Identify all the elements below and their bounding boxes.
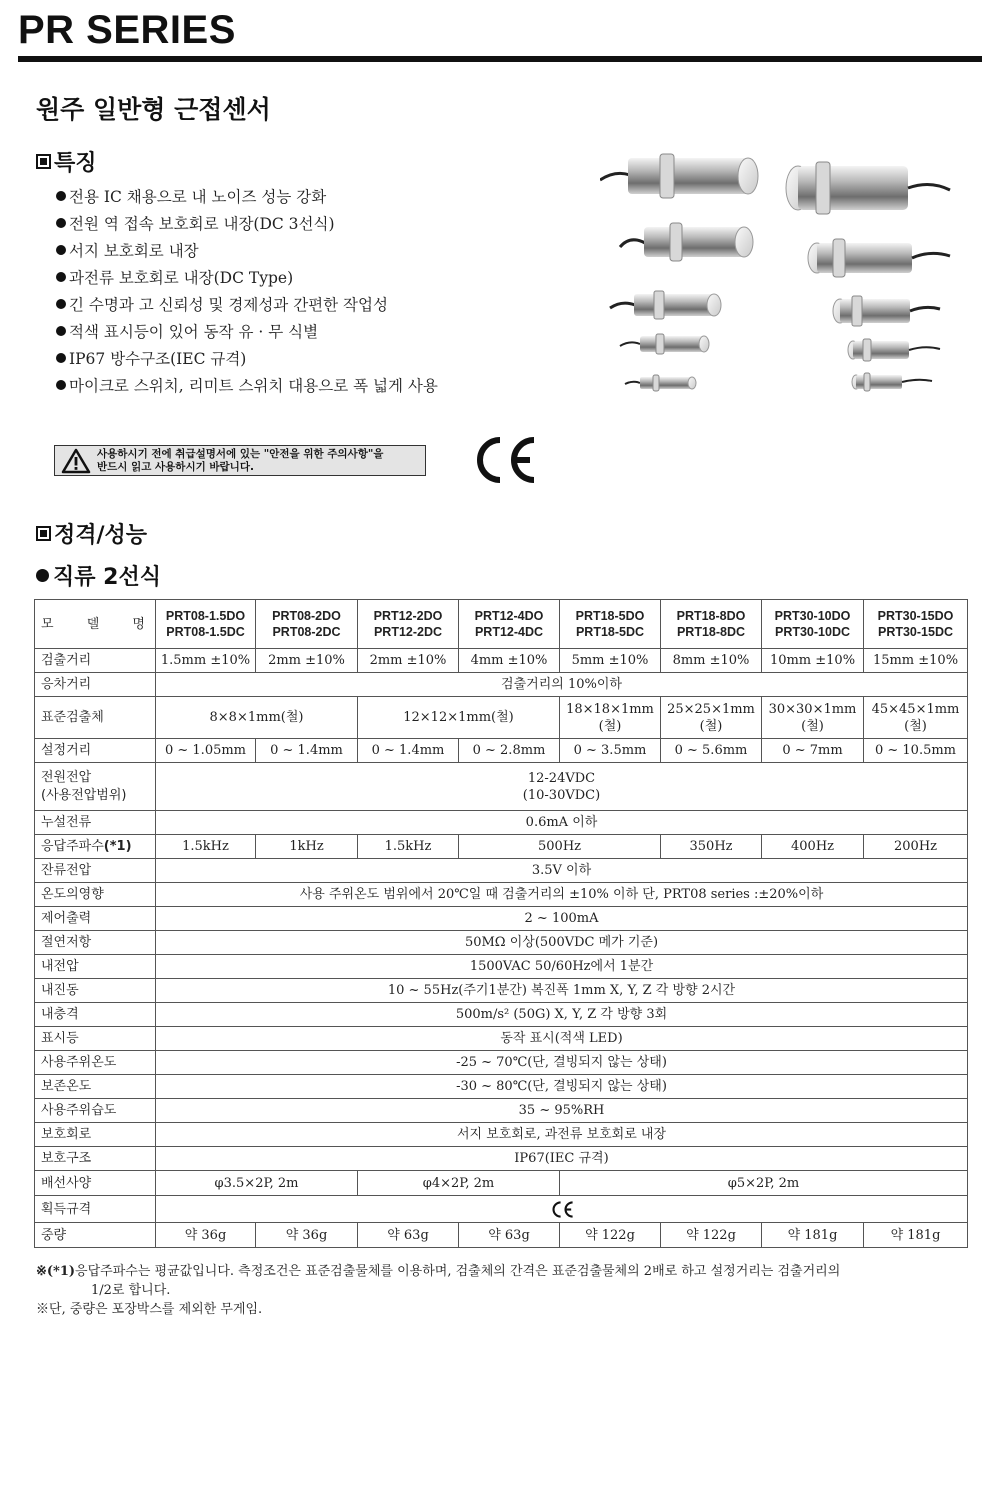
table-cell: 약 122g [560, 1223, 661, 1248]
table-cell: 0 ~ 1.4mm [256, 739, 358, 763]
table-cell: 약 63g [358, 1223, 459, 1248]
footnote [36, 1300, 976, 1319]
table-cell: 0 ~ 7mm [762, 739, 864, 763]
row-label: 사용주위습도 [35, 1099, 156, 1123]
table-cell: 8mm ±10% [661, 649, 762, 673]
table-cell: 30×30×1mm (철) [762, 697, 864, 739]
table-cell: φ5×2P, 2m [560, 1171, 968, 1196]
table-cell: 약 122g [661, 1223, 762, 1248]
table-row [35, 1027, 968, 1051]
footnote-text: 단, 중량은 포장박스를 제외한 무게임. [49, 1302, 263, 1317]
row-label: 잔류전압 [35, 859, 156, 883]
row-label: 온도의영향 [35, 883, 156, 907]
spec-table [34, 599, 968, 1248]
table-cell: 500m/s² (50G) X, Y, Z 각 방향 3회 [156, 1003, 968, 1027]
row-label: 전원전압 (사용전압범위) [35, 763, 156, 811]
model-cell: PRT30-10DO PRT30-10DC [762, 600, 864, 649]
sensor-image [620, 334, 709, 354]
table-cell: 50MΩ 이상(500VDC 메가 기준) [156, 931, 968, 955]
sensor-image [833, 296, 940, 326]
row-label: 보존온도 [35, 1075, 156, 1099]
bullet-icon [56, 272, 66, 282]
spec-subheading-text: 직류 2선식 [53, 565, 161, 590]
bullet-icon [56, 326, 66, 336]
model-cell: PRT18-5DO PRT18-5DC [560, 600, 661, 649]
footnote-mark: ※(*1) [36, 1264, 76, 1279]
table-cell: 서지 보호회로, 과전류 보호회로 내장 [156, 1123, 968, 1147]
table-row [35, 697, 968, 739]
features-list [56, 182, 576, 398]
row-label: 응답주파수(*1) [35, 835, 156, 859]
table-row [35, 649, 968, 673]
footnotes [36, 1262, 976, 1319]
table-row [35, 907, 968, 931]
sensor-image [852, 373, 932, 391]
table-cell: -30 ~ 80℃(단, 결빙되지 않는 상태) [156, 1075, 968, 1099]
feature-text: 마이크로 스위치, 리미트 스위치 대용으로 폭 넓게 사용 [69, 376, 438, 395]
table-cell: 4mm ±10% [459, 649, 560, 673]
sensor-image [610, 291, 721, 319]
feature-text: 전원 역 접속 보호회로 내장(DC 3선식) [69, 214, 335, 233]
feature-item [56, 344, 576, 371]
caution-notice [54, 445, 426, 476]
footnote [36, 1262, 976, 1300]
table-row [35, 673, 968, 697]
table-cell: 약 63g [459, 1223, 560, 1248]
table-cell: IP67(IEC 규격) [156, 1147, 968, 1171]
table-cell: 400Hz [762, 835, 864, 859]
table-cell [156, 1196, 968, 1223]
footnote-continuation: 1/2로 합니다. [91, 1283, 171, 1298]
table-cell: 0.6mA 이하 [156, 811, 968, 835]
footnote-mark: (*1) [103, 839, 132, 854]
table-cell: 200Hz [864, 835, 968, 859]
table-row [35, 979, 968, 1003]
table-cell: 45×45×1mm (철) [864, 697, 968, 739]
table-row [35, 859, 968, 883]
product-photo [600, 140, 960, 410]
table-cell: 15mm ±10% [864, 649, 968, 673]
sensor-image [848, 339, 940, 361]
table-cell: 18×18×1mm (철) [560, 697, 661, 739]
bullet-icon [36, 569, 49, 582]
model-cell: PRT12-2DO PRT12-2DC [358, 600, 459, 649]
table-cell: 1.5kHz [156, 835, 256, 859]
row-label: 모 델 명 [35, 600, 156, 649]
footnote-text: 응답주파수는 평균값입니다. 측정조건은 표준검출물체를 이용하며, 검출체의 간격은 표준검출물체의 2배로 하고 설정거리는 검출거리의 [75, 1264, 841, 1279]
table-cell: 약 36g [256, 1223, 358, 1248]
sensor-image [600, 154, 758, 198]
model-cell: PRT08-2DO PRT08-2DC [256, 600, 358, 649]
feature-text: 전용 IC 채용으로 내 노이즈 성능 강화 [69, 187, 327, 206]
feature-item [56, 371, 576, 398]
row-label: 배선사양 [35, 1171, 156, 1196]
sensor-image [808, 239, 950, 277]
feature-item [56, 317, 576, 344]
table-row [35, 763, 968, 811]
sensor-image [625, 375, 696, 391]
bullet-icon [56, 191, 66, 201]
feature-text: 서지 보호회로 내장 [69, 241, 199, 260]
table-cell: 10 ~ 55Hz(주기1분간) 복진폭 1mm X, Y, Z 각 방향 2시간 [156, 979, 968, 1003]
model-cell: PRT30-15DO PRT30-15DC [864, 600, 968, 649]
ce-mark-icon [470, 434, 538, 486]
feature-text: 과전류 보호회로 내장(DC Type) [69, 268, 294, 287]
table-row [35, 1147, 968, 1171]
feature-text: 긴 수명과 고 신뢰성 및 경제성과 간편한 작업성 [69, 295, 388, 314]
table-row [35, 883, 968, 907]
model-cell: PRT18-8DO PRT18-8DC [661, 600, 762, 649]
caution-text: 사용하시기 전에 취급설명서에 있는 "안전을 위한 주의사항"을 반드시 읽고 사용하시기 바랍니다. [97, 447, 384, 473]
series-title: PR SERIES [18, 8, 236, 52]
table-row [35, 739, 968, 763]
table-cell: φ4×2P, 2m [358, 1171, 560, 1196]
row-label: 내진동 [35, 979, 156, 1003]
spec-heading-text: 정격/성능 [54, 523, 148, 548]
row-label: 보호구조 [35, 1147, 156, 1171]
table-row [35, 1099, 968, 1123]
table-cell: 5mm ±10% [560, 649, 661, 673]
sensor-image [786, 162, 950, 214]
table-row [35, 1196, 968, 1223]
model-cell: PRT12-4DO PRT12-4DC [459, 600, 560, 649]
features-heading [36, 146, 97, 177]
ce-mark-icon [550, 1200, 574, 1219]
table-row [35, 1003, 968, 1027]
row-label: 절연저항 [35, 931, 156, 955]
table-cell: 동작 표시(적색 LED) [156, 1027, 968, 1051]
table-row [35, 1075, 968, 1099]
row-label: 사용주위온도 [35, 1051, 156, 1075]
row-label: 중량 [35, 1223, 156, 1248]
bullet-icon [56, 353, 66, 363]
table-cell: φ3.5×2P, 2m [156, 1171, 358, 1196]
table-cell: 25×25×1mm (철) [661, 697, 762, 739]
row-label: 검출거리 [35, 649, 156, 673]
table-cell: 10mm ±10% [762, 649, 864, 673]
table-cell: 350Hz [661, 835, 762, 859]
model-cell: PRT08-1.5DO PRT08-1.5DC [156, 600, 256, 649]
sensor-image [620, 223, 753, 261]
row-label: 내전압 [35, 955, 156, 979]
table-cell: 0 ~ 1.05mm [156, 739, 256, 763]
table-row [35, 1223, 968, 1248]
footnote-mark: ※ [36, 1302, 50, 1317]
title-rule [18, 56, 982, 62]
feature-text: IP67 방수구조(IEC 규격) [69, 349, 247, 368]
features-heading-text: 특징 [54, 151, 97, 176]
bullet-icon [56, 299, 66, 309]
table-row [35, 1051, 968, 1075]
feature-item [56, 236, 576, 263]
table-cell: 0 ~ 10.5mm [864, 739, 968, 763]
table-row [35, 1123, 968, 1147]
warning-triangle-icon [61, 448, 91, 474]
row-label: 누설전류 [35, 811, 156, 835]
table-row [35, 600, 968, 649]
feature-item [56, 182, 576, 209]
table-cell: 약 181g [762, 1223, 864, 1248]
feature-item [56, 290, 576, 317]
row-label: 내충격 [35, 1003, 156, 1027]
row-label: 응차거리 [35, 673, 156, 697]
row-label: 보호회로 [35, 1123, 156, 1147]
row-label: 표준검출체 [35, 697, 156, 739]
table-cell: 12×12×1mm(철) [358, 697, 560, 739]
spec-heading [36, 518, 147, 549]
table-cell: 사용 주위온도 범위에서 20℃일 때 검출거리의 ±10% 이하 단, PRT08 series :±20%이하 [156, 883, 968, 907]
spec-subheading [36, 560, 161, 591]
bullet-icon [56, 245, 66, 255]
table-cell: 0 ~ 3.5mm [560, 739, 661, 763]
table-row [35, 811, 968, 835]
table-cell: -25 ~ 70℃(단, 결빙되지 않는 상태) [156, 1051, 968, 1075]
feature-text: 적색 표시등이 있어 동작 유 · 무 식별 [69, 322, 319, 341]
square-bullet-icon [36, 526, 51, 541]
feature-item [56, 263, 576, 290]
page-subtitle: 원주 일반형 근접센서 [36, 95, 271, 124]
bullet-icon [56, 218, 66, 228]
table-cell: 35 ~ 95%RH [156, 1099, 968, 1123]
row-label: 획득규격 [35, 1196, 156, 1223]
table-row [35, 931, 968, 955]
table-cell: 1.5kHz [358, 835, 459, 859]
row-label: 표시등 [35, 1027, 156, 1051]
table-cell: 8×8×1mm(철) [156, 697, 358, 739]
table-cell: 약 36g [156, 1223, 256, 1248]
row-label: 제어출력 [35, 907, 156, 931]
table-cell: 1.5mm ±10% [156, 649, 256, 673]
bullet-icon [56, 380, 66, 390]
row-label: 설정거리 [35, 739, 156, 763]
table-cell: 1kHz [256, 835, 358, 859]
feature-item [56, 209, 576, 236]
table-row [35, 955, 968, 979]
square-bullet-icon [36, 154, 51, 169]
table-cell: 1500VAC 50/60Hz에서 1분간 [156, 955, 968, 979]
table-row [35, 1171, 968, 1196]
table-cell: 500Hz [459, 835, 661, 859]
table-cell: 0 ~ 1.4mm [358, 739, 459, 763]
table-cell: 12-24VDC (10-30VDC) [156, 763, 968, 811]
table-cell: 0 ~ 2.8mm [459, 739, 560, 763]
table-cell: 약 181g [864, 1223, 968, 1248]
table-cell: 0 ~ 5.6mm [661, 739, 762, 763]
table-cell: 2mm ±10% [358, 649, 459, 673]
table-cell: 검출거리의 10%이하 [156, 673, 968, 697]
table-row [35, 835, 968, 859]
table-cell: 3.5V 이하 [156, 859, 968, 883]
table-cell: 2mm ±10% [256, 649, 358, 673]
table-cell: 2 ~ 100mA [156, 907, 968, 931]
